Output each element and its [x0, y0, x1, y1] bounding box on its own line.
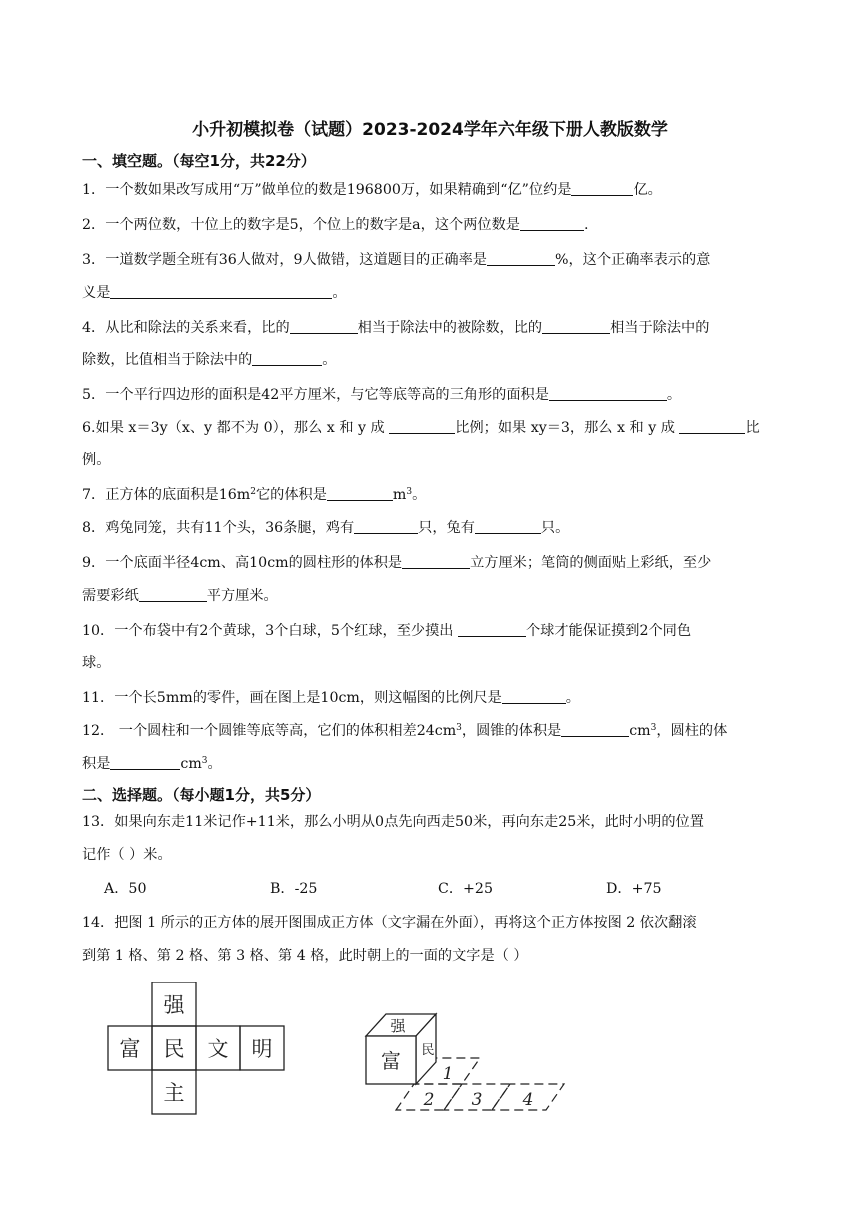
question-3: 3．一道数学题全班有36人做对，9人做错，这道题目的正确率是 %，这个正确率表示的意: [82, 252, 711, 268]
option-d[interactable]: D．+75: [606, 881, 662, 897]
question-10-continued: 球。: [82, 655, 111, 671]
answer-blank[interactable]: [458, 622, 526, 637]
answer-blank[interactable]: [520, 216, 584, 231]
answer-blank[interactable]: [327, 486, 393, 501]
question-9: 9．一个底面半径4cm、高10cm的圆柱形的体积是 立方厘米；笔筒的侧面贴上彩纸，至少: [82, 555, 712, 571]
answer-blank[interactable]: [139, 587, 207, 602]
question-1: 1．一个数如果改写成用“万”做单位的数是196800万，如果精确到“亿”位约是 亿。: [82, 182, 662, 198]
net-label-top: 强: [163, 993, 185, 1017]
question-13-continued: 记作（ ）米。: [82, 847, 172, 863]
answer-blank[interactable]: [110, 755, 180, 770]
question-6: 6.如果 x＝3y（x、y 都不为 0），那么 x 和 y 成 比例；如果 xy＝3，那么 x 和 y 成 比: [82, 420, 760, 436]
answer-blank[interactable]: [389, 419, 455, 434]
answer-blank[interactable]: [487, 251, 555, 266]
figure-1-cube-net: [104, 982, 304, 1122]
grid-number-4: 4: [522, 1090, 534, 1110]
answer-blank[interactable]: [561, 722, 629, 737]
net-label-right2: 明: [251, 1037, 273, 1061]
section-multiple-choice: 二、选择题。（每小题1分，共5分）: [82, 786, 321, 804]
page-title: 小升初模拟卷（试题）2023-2024学年六年级下册人教版数学: [192, 120, 668, 140]
question-8: 8．鸡兔同笼，共有11个头，36条腿，鸡有 只，兔有 只。: [82, 520, 570, 536]
answer-blank[interactable]: [354, 519, 418, 534]
grid-number-1: 1: [442, 1064, 454, 1084]
question-12-continued: 积是 $cm^3$。: [82, 756, 222, 772]
question-13: 13．如果向东走11米记作+11米，那么小明从0点先向西走50米，再向东走25米，此时小明的位置: [82, 814, 704, 830]
grid-number-3: 3: [471, 1090, 483, 1110]
net-label-right1: 文: [207, 1037, 229, 1061]
question-5: 5．一个平行四边形的面积是42平方厘米，与它等底等高的三角形的面积是 。: [82, 387, 682, 403]
answer-blank[interactable]: [502, 689, 566, 704]
question-11: 11．一个长5mm的零件，画在图上是10cm，则这幅图的比例尺是 。: [82, 690, 580, 706]
answer-blank[interactable]: [290, 319, 358, 334]
question-14-continued: 到第 1 格、第 2 格、第 3 格、第 4 格，此时朝上的一面的文字是（ ）: [82, 948, 528, 964]
section-fill-in: 一、填空题。（每空1分，共22分）: [82, 152, 316, 170]
grid-number-2: 2: [423, 1090, 435, 1110]
question-14: 14．把图 1 所示的正方体的展开图围成正方体（文字漏在外面），再将这个正方体按图 2 依次翻滚: [82, 915, 697, 931]
question-4: 4．从比和除法的关系来看，比的 相当于除法中的被除数，比的 相当于除法中的: [82, 320, 710, 336]
question-4-continued: 除数，比值相当于除法中的 。: [82, 352, 337, 368]
figure-2-rolling-cube: [358, 1000, 578, 1120]
net-label-left: 富: [119, 1037, 141, 1061]
cube-label-top: 强: [390, 1017, 406, 1035]
answer-blank[interactable]: [252, 351, 322, 366]
answer-blank[interactable]: [542, 319, 610, 334]
question-6-continued: 例。: [82, 452, 111, 468]
answer-blank[interactable]: [475, 519, 541, 534]
question-7: 7．正方体的底面积是$16m^2$它的体积是 $m^3$。: [82, 487, 427, 503]
question-10: 10．一个布袋中有2个黄球，3个白球，5个红球，至少摸出 个球才能保证摸到2个同色: [82, 623, 692, 639]
net-label-center: 民: [163, 1037, 185, 1061]
question-3-continued: 义是 。: [82, 285, 347, 301]
answer-blank[interactable]: [571, 181, 633, 196]
answer-blank[interactable]: [110, 284, 332, 299]
question-9-continued: 需要彩纸 平方厘米。: [82, 588, 278, 604]
answer-blank[interactable]: [679, 419, 745, 434]
answer-blank[interactable]: [549, 386, 667, 401]
option-a[interactable]: A．50: [104, 881, 147, 897]
cube-label-side: 民: [421, 1043, 435, 1058]
option-c[interactable]: C．+25: [438, 881, 493, 897]
cube-label-front: 富: [381, 1049, 401, 1073]
net-label-bottom: 主: [163, 1081, 185, 1105]
question-12: 12． 一个圆柱和一个圆锥等底等高，它们的体积相差$24cm^3$，圆锥的体积是 $cm^3$，圆柱的体: [82, 723, 728, 739]
question-2: 2．一个两位数，十位上的数字是5，个位上的数字是a，这个两位数是 .: [82, 217, 589, 233]
option-b[interactable]: B．-25: [270, 881, 318, 897]
answer-blank[interactable]: [402, 554, 470, 569]
